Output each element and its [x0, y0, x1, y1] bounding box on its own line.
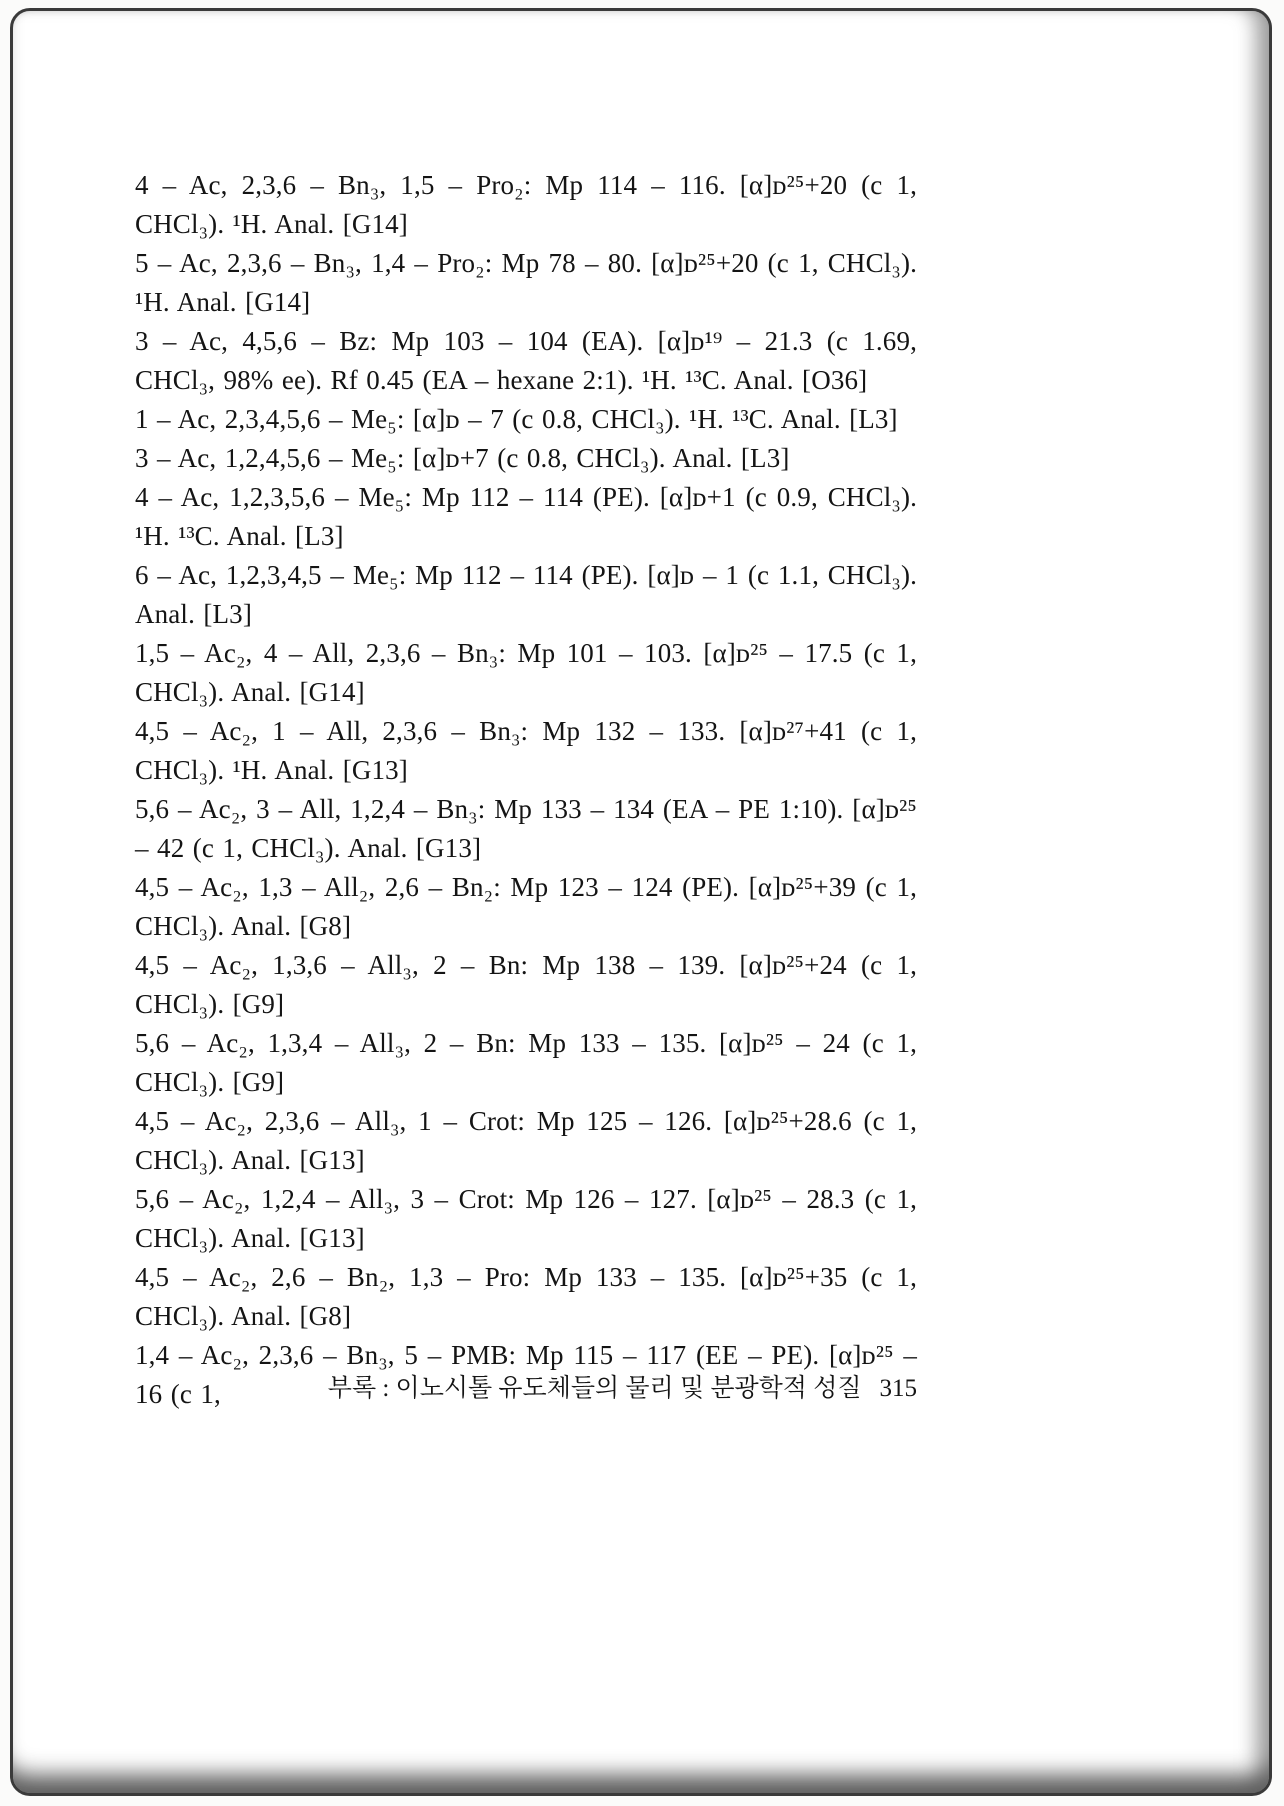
compound-entry: 1,5 – Ac₂, 4 – All, 2,3,6 – Bn₃: Mp 101 – 103. [α]ᴅ²⁵ – 17.5 (c 1, CHCl₃). Anal. [G14]: [135, 638, 917, 707]
compound-entry: 4,5 – Ac₂, 2,3,6 – All₃, 1 – Crot: Mp 125 – 126. [α]ᴅ²⁵+28.6 (c 1, CHCl₃). Anal. [G13]: [135, 1106, 917, 1175]
compound-entry: 4,5 – Ac₂, 2,6 – Bn₂, 1,3 – Pro: Mp 133 – 135. [α]ᴅ²⁵+35 (c 1, CHCl₃). Anal. [G8]: [135, 1262, 917, 1331]
compound-entry: 3 – Ac, 1,2,4,5,6 – Me₅: [α]ᴅ+7 (c 0.8, CHCl₃). Anal. [L3]: [135, 443, 790, 473]
compound-entry-list: [135, 166, 917, 1414]
book-page: [10, 8, 1272, 1796]
compound-entry: 4 – Ac, 2,3,6 – Bn₃, 1,5 – Pro₂: Mp 114 – 116. [α]ᴅ²⁵+20 (c 1, CHCl₃). ¹H. Anal. [G14]: [135, 170, 917, 239]
compound-entry: 5,6 – Ac₂, 1,3,4 – All₃, 2 – Bn: Mp 133 – 135. [α]ᴅ²⁵ – 24 (c 1, CHCl₃). [G9]: [135, 1028, 917, 1097]
page-footer: [135, 1368, 917, 1404]
page-number: 315: [879, 1375, 917, 1402]
compound-entry: 4,5 – Ac₂, 1,3 – All₂, 2,6 – Bn₂: Mp 123 – 124 (PE). [α]ᴅ²⁵+39 (c 1, CHCl₃). Anal. [G8]: [135, 872, 917, 941]
compound-entry: 5,6 – Ac₂, 1,2,4 – All₃, 3 – Crot: Mp 126 – 127. [α]ᴅ²⁵ – 28.3 (c 1, CHCl₃). Anal. [G13]: [135, 1184, 917, 1253]
footer-running-title: 부록 : 이노시톨 유도체들의 물리 및 분광학적 성질: [327, 1375, 862, 1402]
compound-entry: 6 – Ac, 1,2,3,4,5 – Me₅: Mp 112 – 114 (PE). [α]ᴅ – 1 (c 1.1, CHCl₃). Anal. [L3]: [135, 560, 917, 629]
compound-entry: 4 – Ac, 1,2,3,5,6 – Me₅: Mp 112 – 114 (PE). [α]ᴅ+1 (c 0.9, CHCl₃). ¹H. ¹³C. Anal. [L3]: [135, 482, 917, 551]
compound-entry: 1,4 – Ac₂, 2,3,6 – Bn₃, 5 – PMB: Mp 115 – 117 (EE – PE). [α]ᴅ²⁵ – 16 (c 1,: [135, 1340, 917, 1409]
compound-entry: 4,5 – Ac₂, 1 – All, 2,3,6 – Bn₃: Mp 132 – 133. [α]ᴅ²⁷+41 (c 1, CHCl₃). ¹H. Anal. [G13]: [135, 716, 917, 785]
compound-entry: 1 – Ac, 2,3,4,5,6 – Me₅: [α]ᴅ – 7 (c 0.8, CHCl₃). ¹H. ¹³C. Anal. [L3]: [135, 404, 898, 434]
compound-entry: 5 – Ac, 2,3,6 – Bn₃, 1,4 – Pro₂: Mp 78 – 80. [α]ᴅ²⁵+20 (c 1, CHCl₃). ¹H. Anal. [G14]: [135, 248, 917, 317]
compound-entry: 4,5 – Ac₂, 1,3,6 – All₃, 2 – Bn: Mp 138 – 139. [α]ᴅ²⁵+24 (c 1, CHCl₃). [G9]: [135, 950, 917, 1019]
compound-entry: 3 – Ac, 4,5,6 – Bz: Mp 103 – 104 (EA). [α]ᴅ¹⁹ – 21.3 (c 1.69, CHCl₃, 98% ee). Rf 0.45 (EA – hexane 2:1). ¹H. ¹³C. Anal. [O36]: [135, 326, 917, 395]
compound-entry: 5,6 – Ac₂, 3 – All, 1,2,4 – Bn₃: Mp 133 – 134 (EA – PE 1:10). [α]ᴅ²⁵ – 42 (c 1, CHCl₃). Anal. [G13]: [135, 794, 917, 863]
